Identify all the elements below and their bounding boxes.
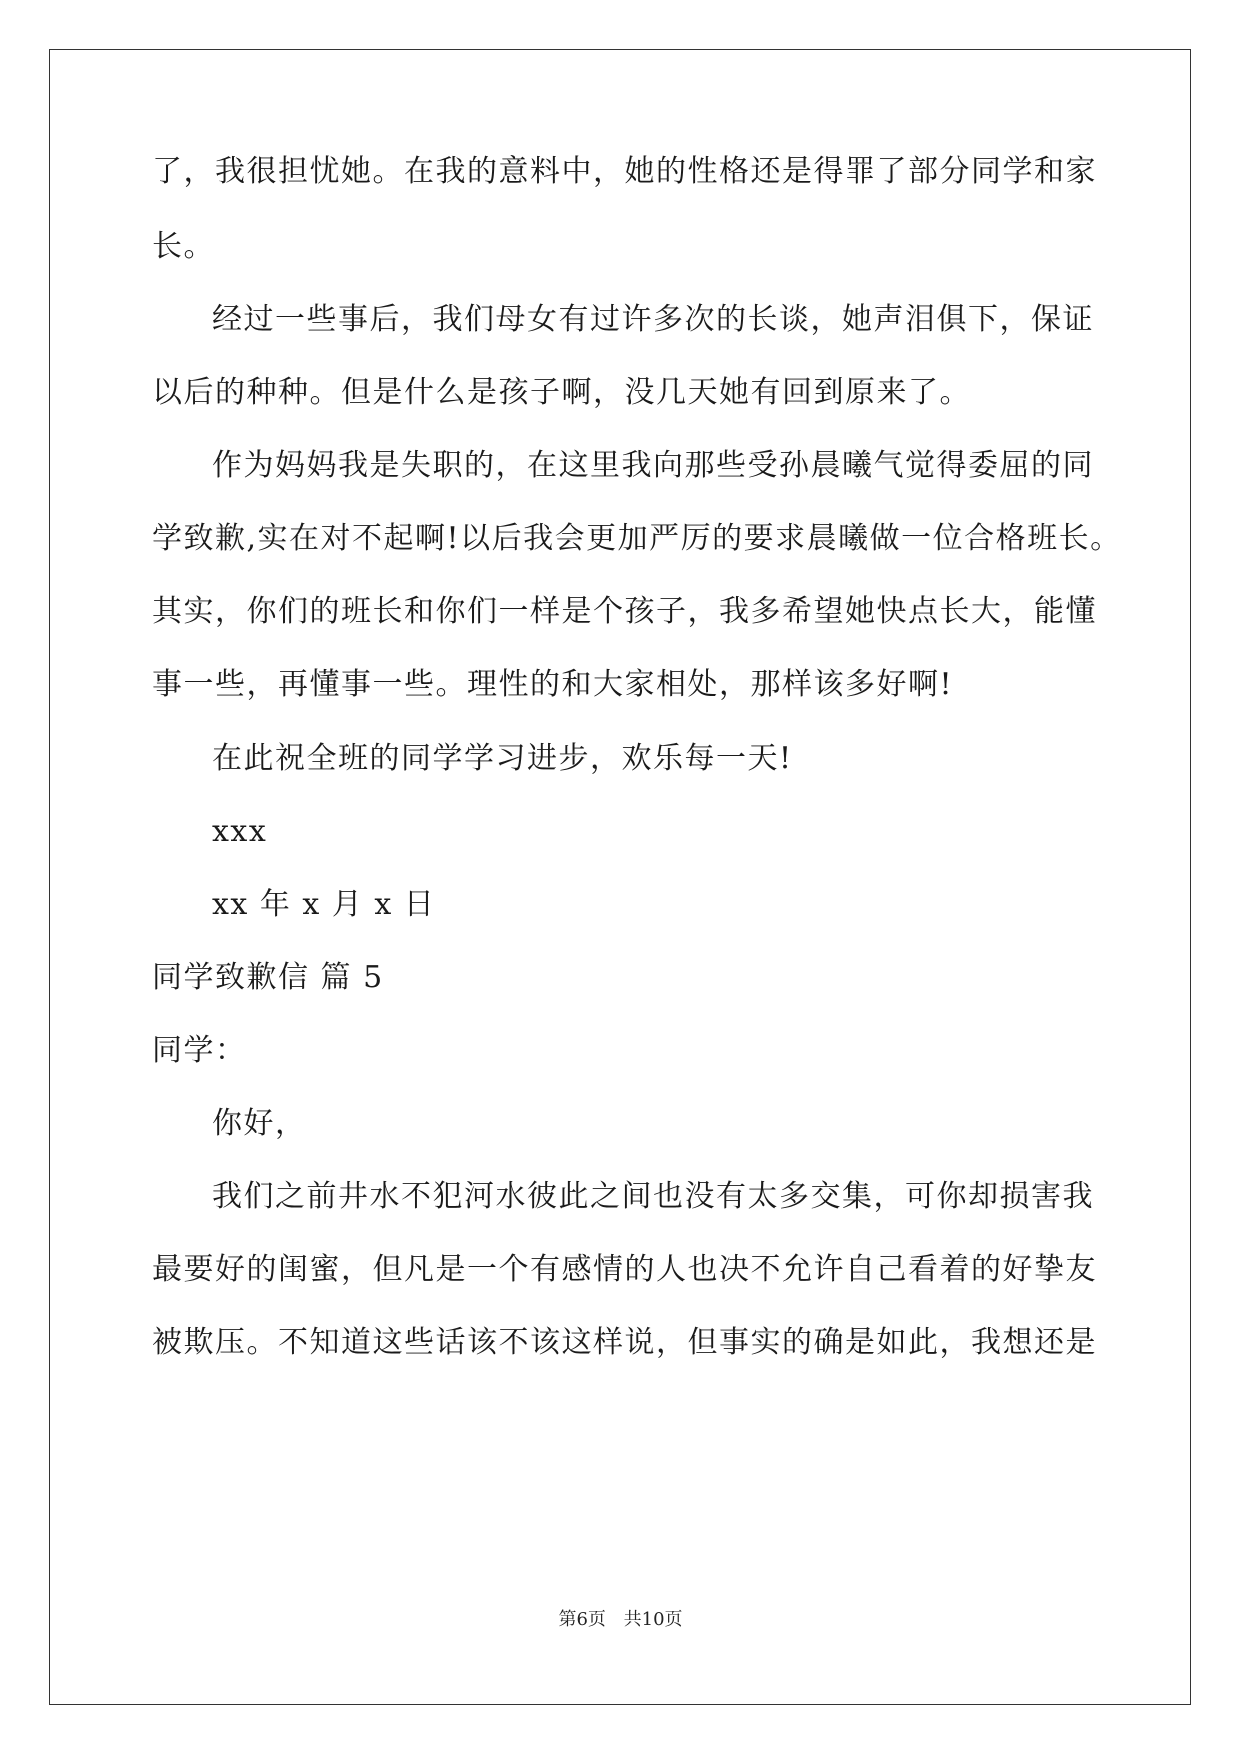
page-border — [49, 49, 1191, 1705]
body-line: 学致歉,实在对不起啊!以后我会更加严厉的要求晨曦做一位合格班长。 — [152, 521, 1122, 556]
page-footer — [0, 1608, 1241, 1632]
salutation: 同学： — [152, 1033, 247, 1068]
signature: xxx — [212, 814, 268, 849]
body-line: 了，我很担忧她。在我的意料中，她的性格还是得罪了部分同学和家 — [152, 154, 1097, 189]
body-line: 在此祝全班的同学学习进步，欢乐每一天! — [212, 741, 793, 776]
body-line: 最要好的闺蜜，但凡是一个有感情的人也决不允许自己看着的好挚友 — [152, 1252, 1097, 1287]
body-line: 事一些，再懂事一些。理性的和大家相处，那样该多好啊! — [152, 667, 954, 702]
body-line: 以后的种种。但是什么是孩子啊，没几天她有回到原来了。 — [152, 375, 971, 410]
section-heading: 同学致歉信 篇 5 — [152, 960, 384, 995]
greeting: 你好， — [212, 1106, 307, 1141]
body-line: 长。 — [152, 229, 215, 264]
page-total: 共10页 — [623, 1609, 683, 1630]
date-line: xx 年 x 月 x 日 — [212, 887, 436, 922]
page-number: 第6页 — [558, 1609, 606, 1630]
body-line: 其实，你们的班长和你们一样是个孩子，我多希望她快点长大，能懂 — [152, 594, 1097, 629]
body-line: 被欺压。不知道这些话该不该这样说，但事实的确是如此，我想还是 — [152, 1325, 1097, 1360]
body-line: 作为妈妈我是失职的，在这里我向那些受孙晨曦气觉得委屈的同 — [212, 448, 1094, 483]
body-line: 我们之前井水不犯河水彼此之间也没有太多交集，可你却损害我 — [212, 1179, 1094, 1214]
body-line: 经过一些事后，我们母女有过许多次的长谈，她声泪俱下，保证 — [212, 302, 1094, 337]
